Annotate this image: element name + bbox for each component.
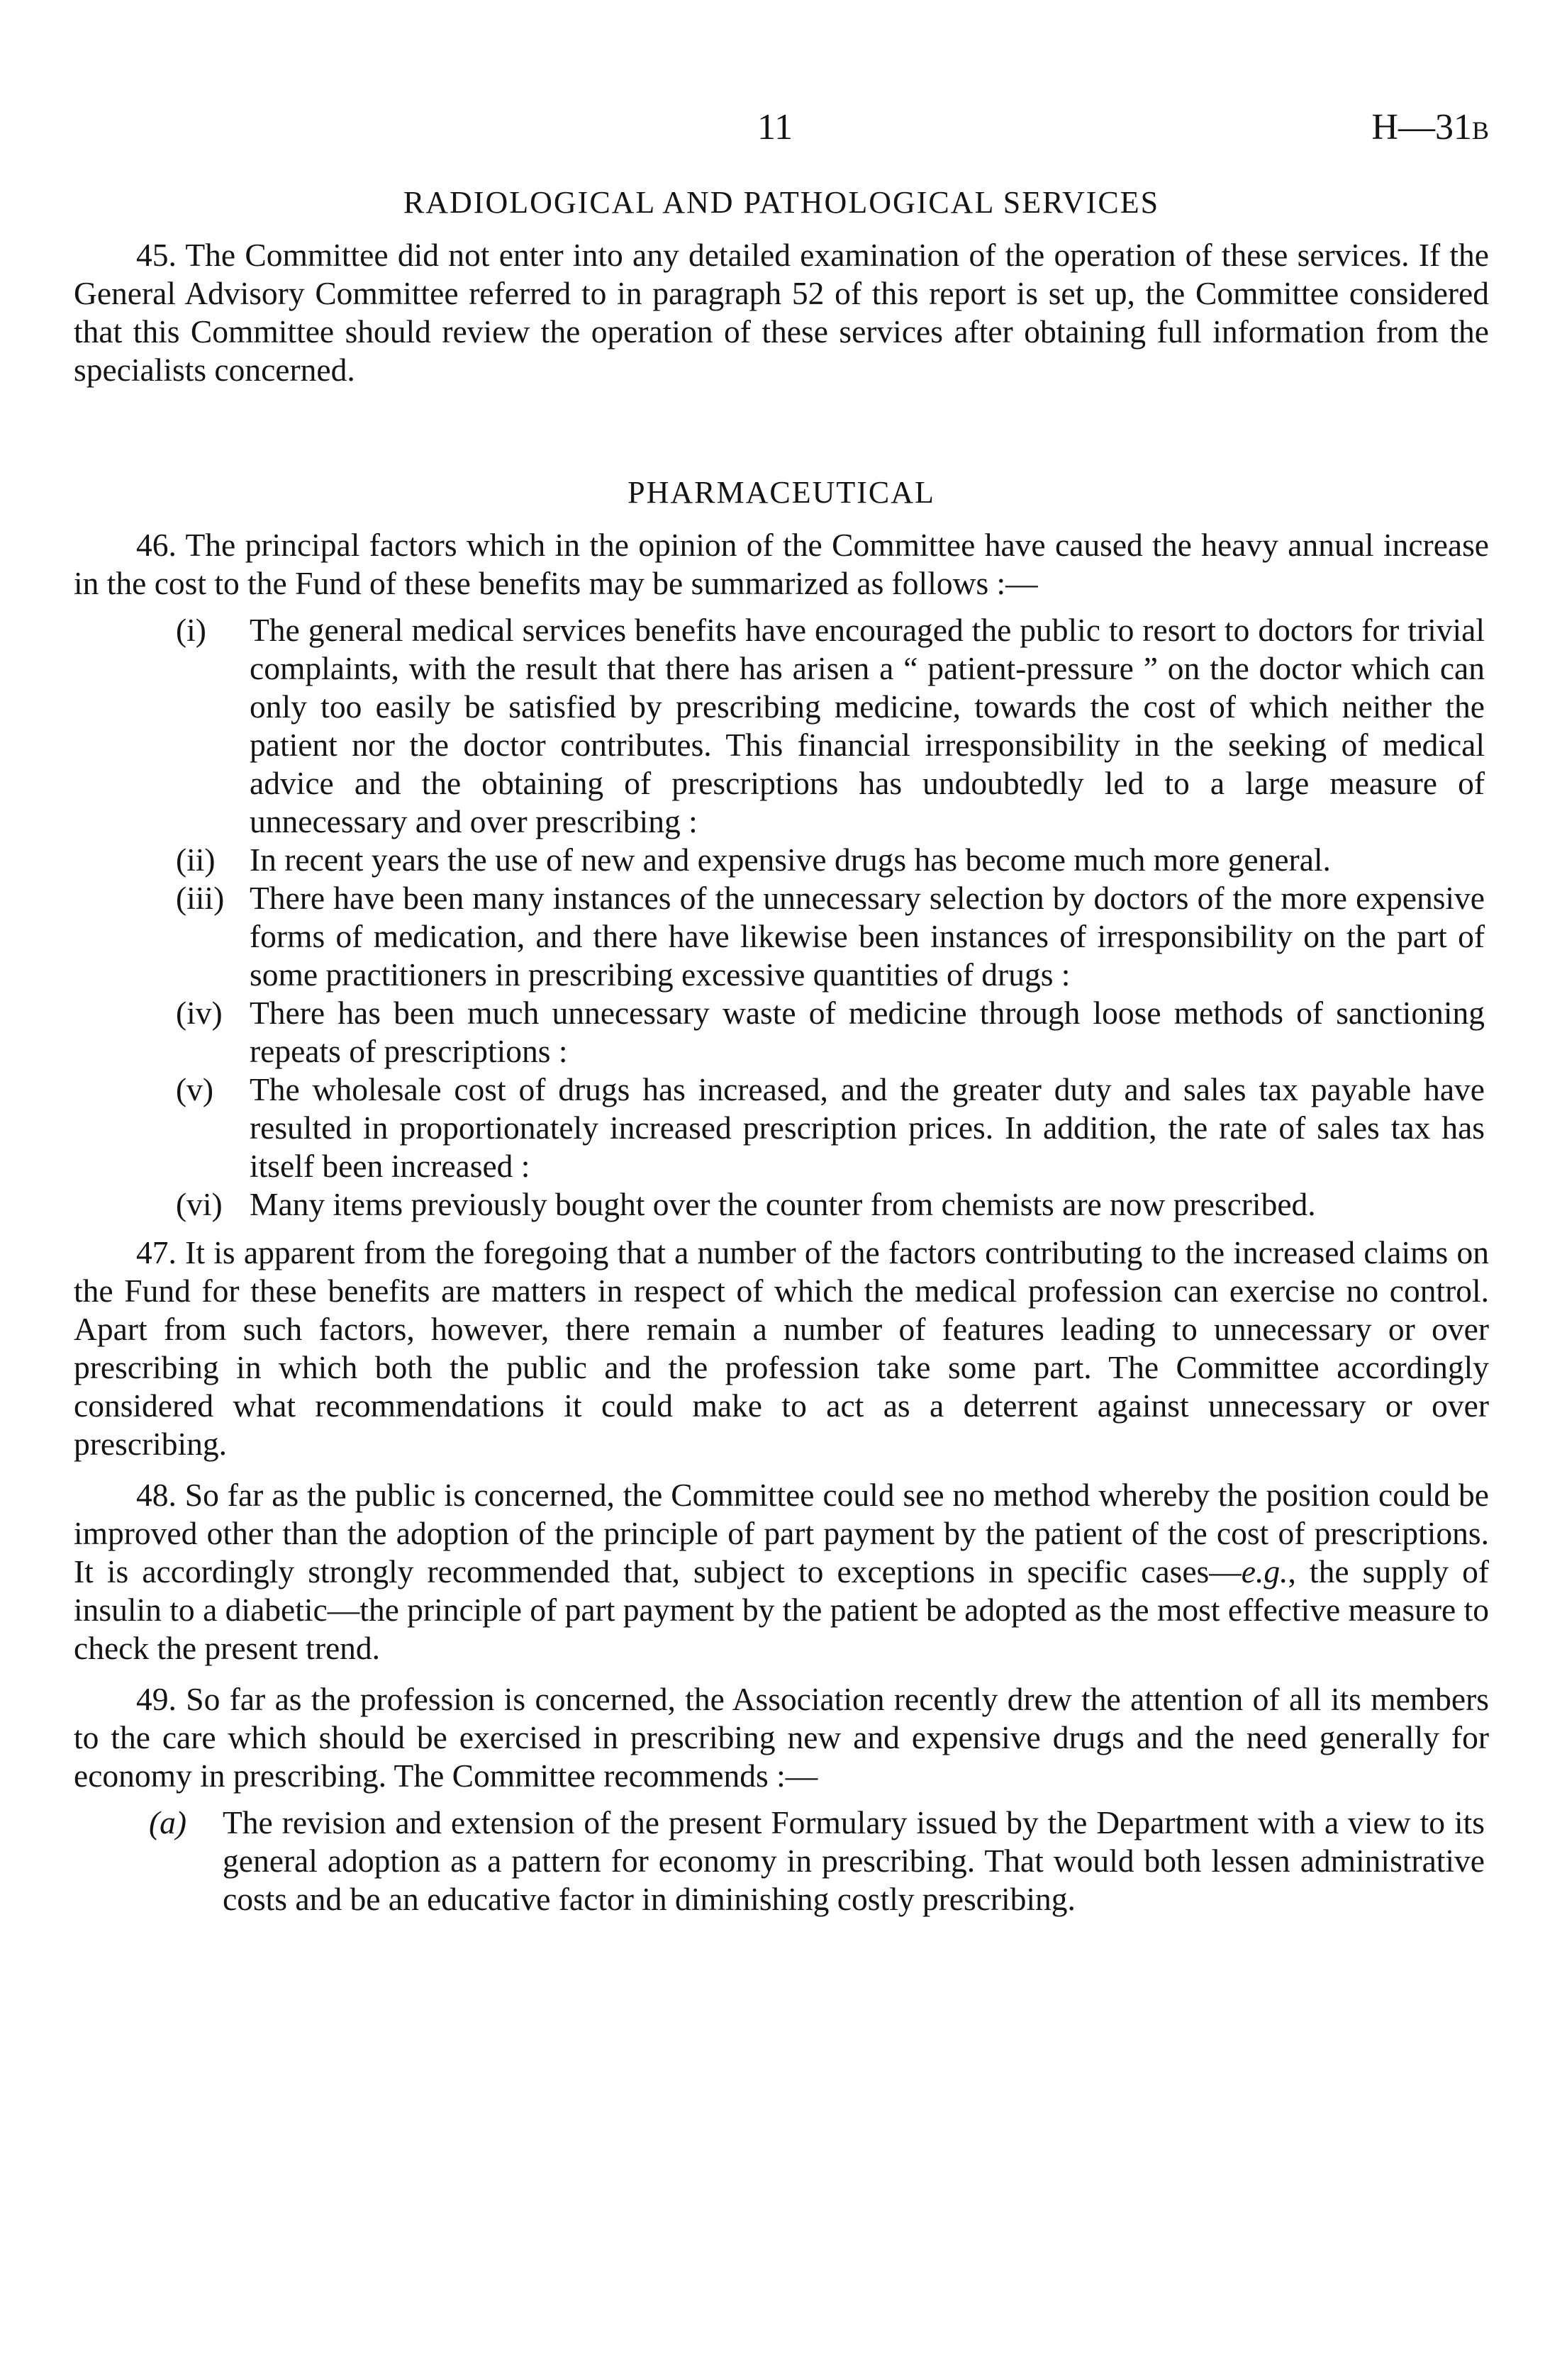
paragraph-48-eg: e.g.	[1241, 1553, 1288, 1590]
factor-text: In recent years the use of new and expensive drugs has become much more general.	[250, 842, 1331, 878]
factor-text: There have been many instances of the unnecessary selection by doctors of the more expensive forms of medication, and there have likewise been instances of irresponsibility on the part of some practitioners in prescribing excessive quantities of drugs :	[250, 880, 1485, 993]
factor-text: There has been much unnecessary waste of medicine through loose methods of sanctioning repeats of prescriptions :	[250, 995, 1485, 1069]
factor-marker: (i)	[176, 612, 206, 648]
document-reference	[1371, 106, 1489, 148]
page-number: 11	[757, 107, 793, 147]
section-heading-radiological: RADIOLOGICAL AND PATHOLOGICAL SERVICES	[403, 185, 1160, 220]
factor-marker: (ii)	[176, 842, 216, 878]
factor-item	[74, 611, 1489, 841]
factor-item	[74, 994, 1489, 1071]
recommendation-item	[74, 1804, 1489, 1918]
factor-marker: (v)	[176, 1071, 214, 1107]
document-reference-main: H—31	[1371, 107, 1472, 147]
recommendation-marker	[149, 1804, 217, 1842]
recommendation-list	[74, 1804, 1489, 1918]
paragraph-46: 46. The principal factors which in the opinion of the Committee have caused the heavy annual increase in the cost to the Fund of these benefits may be summarized as follows :—	[74, 527, 1489, 601]
paragraph-48	[74, 1476, 1489, 1667]
paragraph-48-part-2: , the supply of insulin to a diabetic—the principle of part payment by the patient be adopted as the most effective measure to check the present trend.	[74, 1553, 1489, 1666]
recommendation-text: The revision and extension of the present Formulary issued by the Department with a view to its general adoption as a pattern for economy in prescribing. That would both lessen administrative costs and be an educative factor in diminishing costly prescribing.	[223, 1804, 1485, 1917]
factor-text: The wholesale cost of drugs has increased, and the greater duty and sales tax payable have resulted in proportionately increased prescription prices. In addition, the rate of sales tax has itself been increased :	[250, 1071, 1485, 1184]
paragraph-49: 49. So far as the profession is concerned, the Association recently drew the attention of all its members to the care which should be exercised in prescribing new and expensive drugs and the need generally for economy in prescribing. The Committee recommends :—	[74, 1681, 1489, 1794]
factor-list	[74, 611, 1489, 1224]
factor-item	[74, 841, 1489, 879]
factor-marker: (iv)	[176, 995, 223, 1031]
document-page	[74, 106, 1489, 1928]
recommendation-marker-text: (a)	[149, 1804, 187, 1840]
section-heading-pharmaceutical: PHARMACEUTICAL	[628, 475, 935, 510]
page-header	[74, 106, 1489, 152]
factor-text: Many items previously bought over the counter from chemists are now prescribed.	[250, 1186, 1316, 1222]
paragraph-47: 47. It is apparent from the foregoing that a number of the factors contributing to the increased claims on the Fund for these benefits are matters in respect of which the medical profession can exercise no control. Apart from such factors, however, there remain a number of features leading to unnecessary or over prescribing in which both the public and the profession take some part. The Committee accordingly considered what recommendations it could make to act as a deterrent against unnecessary or over prescribing.	[74, 1234, 1489, 1462]
factor-text: The general medical services benefits have encouraged the public to resort to doctors for trivial complaints, with the result that there has arisen a “ patient-pressure ” on the doctor which can only too easily be satisfied by prescribing medicine, towards the cost of which neither the patient nor the doctor contributes. This financial irresponsibility in the seeking of medical advice and the obtaining of prescriptions has undoubtedly led to a large measure of unnecessary and over prescribing :	[250, 612, 1485, 839]
paragraph-45: 45. The Committee did not enter into any detailed examination of the operation of these services. If the General Advisory Committee referred to in paragraph 52 of this report is set up, the Committee considered that this Committee should review the operation of these services after obtaining full information from the specialists concerned.	[74, 237, 1489, 388]
factor-marker: (iii)	[176, 880, 225, 916]
paragraph-48-part-1: 48. So far as the public is concerned, the Committee could see no method whereby the position could be improved other than the adoption of the principle of part payment by the patient of the cost of prescriptions. It is accordingly strongly recommended that, subject to exceptions in specific cases—	[74, 1477, 1489, 1590]
factor-item	[74, 879, 1489, 994]
factor-item	[74, 1071, 1489, 1185]
factor-marker: (vi)	[176, 1186, 223, 1222]
document-reference-suffix: B	[1471, 116, 1489, 145]
factor-item	[74, 1185, 1489, 1224]
